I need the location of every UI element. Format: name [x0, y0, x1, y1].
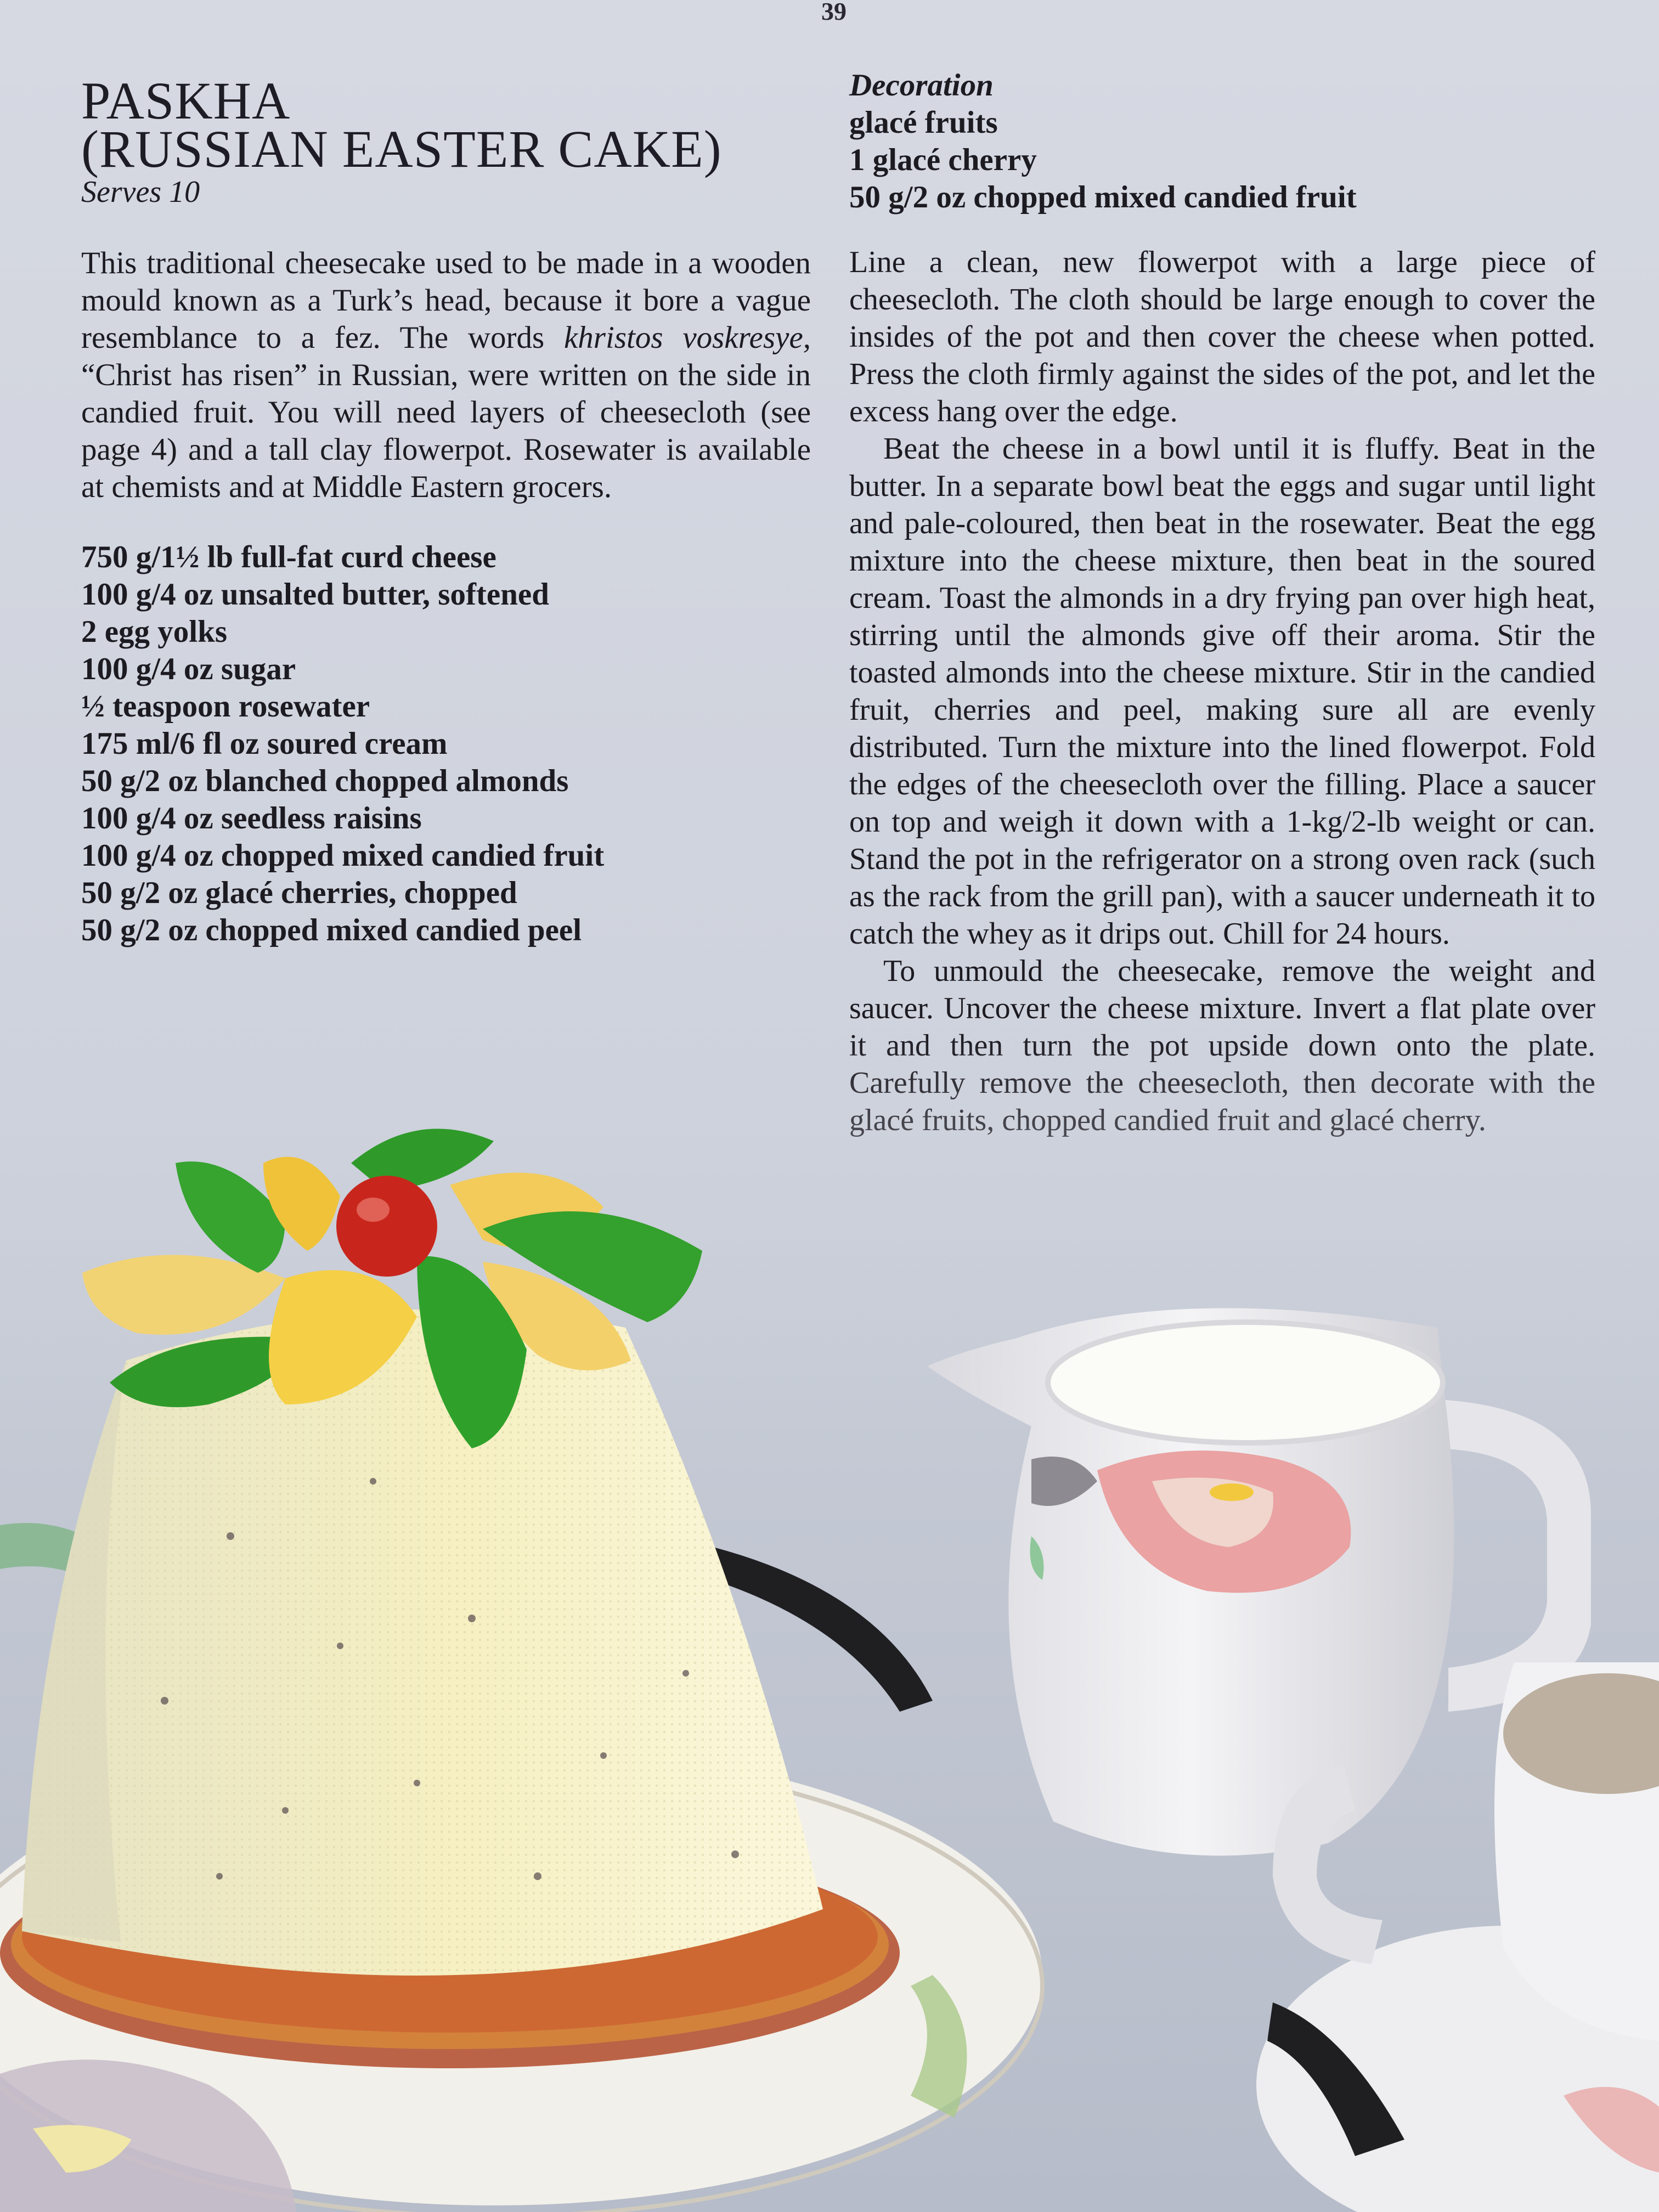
- serves-note: Serves 10: [81, 175, 200, 209]
- right-column: [849, 67, 1595, 1139]
- method-paragraph: Line a clean, new flowerpot with a large piece of cheesecloth. The cloth should be large enough to cover the insides of the pot and then cover the cheese when potted. Press the cloth firmly against the sides of the pot, and let the excess hang over the edge.: [849, 245, 1595, 428]
- intro-italic-phrase: khristos voskresye,: [564, 320, 811, 355]
- decoration-heading: Decoration: [849, 68, 994, 103]
- ingredient-item: 50 g/2 oz glacé cherries, chopped: [81, 876, 517, 910]
- ingredient-item: ½ teaspoon rosewater: [81, 689, 370, 724]
- ingredients-list: [81, 539, 811, 949]
- method-section: [849, 244, 1595, 1139]
- ingredient-item: 175 ml/6 fl oz soured cream: [81, 726, 448, 761]
- title-line-1: PASKHA: [81, 71, 291, 130]
- decoration-list: [849, 104, 1595, 216]
- ingredient-item: 100 g/4 oz chopped mixed candied fruit: [81, 838, 605, 873]
- recipe-title: [81, 71, 811, 178]
- recipe-photo: [0, 1031, 1659, 2212]
- ingredient-item: 2 egg yolks: [81, 614, 228, 649]
- ingredient-item: 50 g/2 oz chopped mixed candied peel: [81, 913, 582, 947]
- ingredient-item: 100 g/4 oz seedless raisins: [81, 801, 422, 836]
- decoration-item: 1 glacé cherry: [849, 143, 1037, 177]
- method-paragraph: Beat the cheese in a bowl until it is fluffy. Beat in the butter. In a separate bowl beat the eggs and sugar until light and pale-coloured, then beat in the rosewater. Beat the egg mixture into the cheese mixture, then beat in the soured cream. Toast the almonds in a dry frying pan over high heat, stirring until the almonds give off their aroma. Stir the toasted almonds into the cheese mixture. Stir in the candied fruit, cherries and peel, making sure all are evenly distributed. Turn the mixture into the lined flowerpot. Fold the edges of the cheesecloth over the filling. Place a saucer on top and weigh it down with a 1-kg/2-lb weight or can. Stand the pot in the refrigerator on a strong oven rack (such as the rack from the grill pan), with a saucer underneath it to catch the whey as it drips out. Chill for 24 hours.: [849, 432, 1595, 951]
- decoration-item: 50 g/2 oz chopped mixed candied fruit: [849, 180, 1357, 215]
- left-column: [81, 71, 811, 949]
- intro-text-2: “Christ has risen” in Russian, were written on the side in candied fruit. You will need layers of cheesecloth (see page 4) and a tall clay flowerpot. Rosewater is available at chemists and at Middle Eastern grocers.: [81, 358, 811, 504]
- title-line-2: (RUSSIAN EASTER CAKE): [81, 120, 722, 178]
- ingredient-item: 100 g/4 oz unsalted butter, softened: [81, 577, 549, 612]
- ingredient-item: 50 g/2 oz blanched chopped almonds: [81, 764, 569, 798]
- page-number: 39: [821, 0, 847, 25]
- ingredient-item: 100 g/4 oz sugar: [81, 652, 296, 686]
- method-paragraph: To unmould the cheesecake, remove the weight and saucer. Uncover the cheese mixture. Invert a flat plate over: [849, 954, 1595, 1025]
- ingredient-item: 750 g/1½ lb full-fat curd cheese: [81, 540, 496, 574]
- intro-paragraph: [81, 245, 811, 506]
- intro-text-1: This traditional cheesecake used to be made in a wooden mould known as a Turk’s head, because it bore a vague resemblance to a fez. The words: [81, 246, 811, 355]
- decoration-item: glacé fruits: [849, 105, 998, 140]
